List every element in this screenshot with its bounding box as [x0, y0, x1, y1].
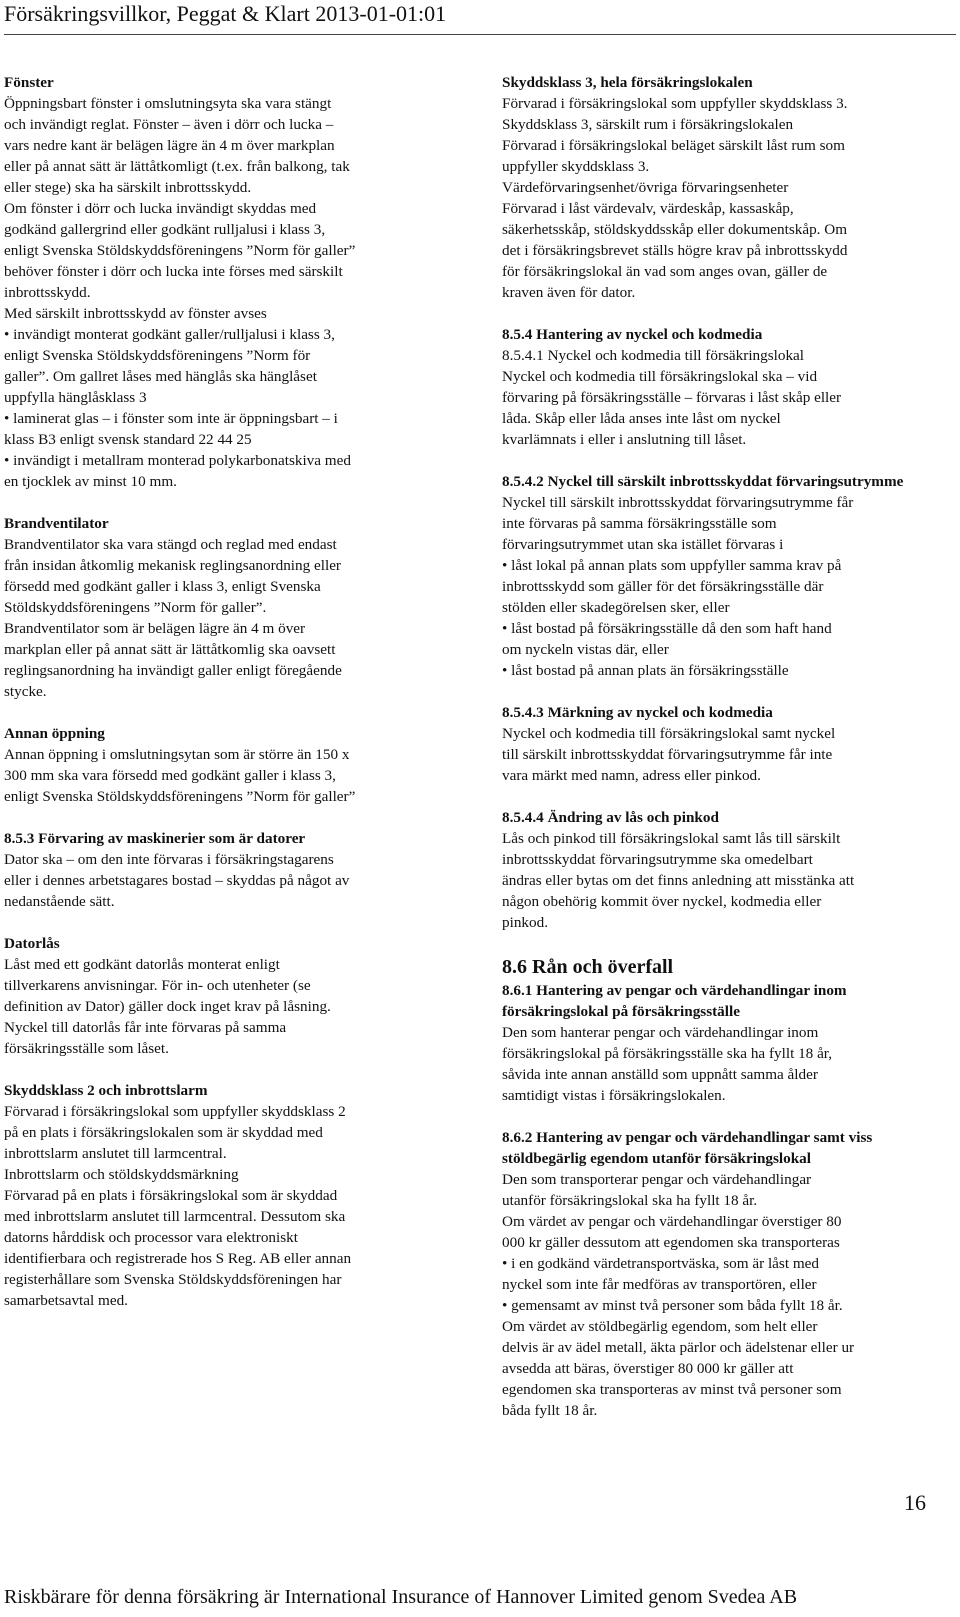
- body-line: markplan eller på annat sätt är lättåtkomlig ska oavsett: [4, 641, 336, 658]
- body-line: Den som transporterar pengar och värdehandlingar: [502, 1171, 812, 1188]
- body-line: inbrottsskyddat förvaringsutrymme ska omedelbart: [502, 851, 813, 868]
- body-line: på en plats i försäkringslokalen som är skyddad med: [4, 1124, 323, 1141]
- right-column: [502, 72, 932, 1442]
- body-line: Annan öppning i omslutningsytan som är större än 150 x: [4, 746, 350, 763]
- body-line: utanför försäkringslokal ska ha fyllt 18 år.: [502, 1192, 758, 1209]
- body-line: identifierbara och registrerade hos S Reg. AB eller annan: [4, 1250, 352, 1267]
- body-line: nedanstående sätt.: [4, 893, 115, 910]
- body-line: • invändigt i metallram monterad polykarbonatskiva med: [4, 452, 351, 469]
- body-line: avsedda att bäras, överstiger 80 000 kr gäller att: [502, 1360, 794, 1377]
- body-line: en tjocklek av minst 10 mm.: [4, 473, 177, 490]
- section-heading: 8.6.1 Hantering av pengar och värdehandlingar inom försäkringslokal på försäkringsställe: [502, 982, 847, 1020]
- body-line: stölden eller skadegörelsen sker, eller: [502, 599, 730, 616]
- section-heading: Datorlås: [4, 935, 60, 952]
- body-line: Nyckel och kodmedia till försäkringslokal samt nyckel: [502, 725, 836, 742]
- section-heading: 8.5.4 Hantering av nyckel och kodmedia: [502, 326, 763, 343]
- body-line: Stöldskyddsföreningens ”Norm för galler”.: [4, 599, 267, 616]
- body-line: Nyckel till särskilt inbrottsskyddat förvaringsutrymme får: [502, 494, 854, 511]
- document-section: [502, 807, 932, 933]
- body-line: inbrottsskydd som gäller för det försäkringsställe där: [502, 578, 824, 595]
- body-line: 8.5.4.1 Nyckel och kodmedia till försäkringslokal: [502, 347, 804, 364]
- body-line: • i en godkänd värdetransportväska, som är låst med: [502, 1255, 819, 1272]
- section-heading: Skyddsklass 2 och inbrottslarm: [4, 1082, 208, 1099]
- section-heading: Annan öppning: [4, 725, 105, 742]
- section-heading: 8.5.4.2 Nyckel till särskilt inbrottsskyddat förvaringsutrymme: [502, 473, 904, 490]
- left-column: [4, 72, 426, 1332]
- section-heading: 8.5.4.3 Märkning av nyckel och kodmedia: [502, 704, 773, 721]
- body-line: Inbrottslarm och stöldskyddsmärkning: [4, 1166, 239, 1183]
- body-line: kvarlämnats i eller i anslutning till låset.: [502, 431, 747, 448]
- body-line: låda. Skåp eller låda anses inte låst om nyckel: [502, 410, 781, 427]
- section-heading: Skyddsklass 3, hela försäkringslokalen: [502, 74, 753, 91]
- body-line: enligt Svenska Stöldskyddsföreningens ”Norm för galler”: [4, 242, 356, 259]
- body-line: behöver fönster i dörr och lucka inte förses med särskilt: [4, 263, 343, 280]
- body-line: • gemensamt av minst två personer som båda fyllt 18 år.: [502, 1297, 843, 1314]
- body-line: Brandventilator som är belägen lägre än 4 m över: [4, 620, 306, 637]
- body-line: förvaringsutrymmet utan ska istället förvaras i: [502, 536, 784, 553]
- body-line: eller i dennes arbetstagares bostad – skyddas på något av: [4, 872, 350, 889]
- running-header: Försäkringsvillkor, Peggat & Klart 2013-01-01:01: [4, 1, 447, 26]
- section-heading: Fönster: [4, 74, 54, 91]
- body-line: förvaring på försäkringsställe – förvaras i låst skåp eller: [502, 389, 842, 406]
- body-line: • låst lokal på annan plats som uppfyller samma krav på: [502, 557, 842, 574]
- body-line: 000 kr gäller dessutom att egendomen ska transporteras: [502, 1234, 840, 1251]
- body-line: inte förvaras på samma försäkringsställe som: [502, 515, 777, 532]
- body-line: vars nedre kant är belägen lägre än 4 m över markplan: [4, 137, 335, 154]
- body-line: Öppningsbart fönster i omslutningsyta ska vara stängt: [4, 95, 332, 112]
- body-line: Värdeförvaringsenhet/övriga förvaringsenheter: [502, 179, 789, 196]
- body-line: • låst bostad på försäkringsställe då den som haft hand: [502, 620, 832, 637]
- body-line: • laminerat glas – i fönster som inte är öppningsbart – i: [4, 410, 338, 427]
- body-line: stycke.: [4, 683, 47, 700]
- body-line: Förvarad i försäkringslokal som uppfyller skyddsklass 2: [4, 1103, 346, 1120]
- body-line: inbrottsskydd.: [4, 284, 91, 301]
- body-line: registerhållare som Svenska Stöldskyddsföreningen har: [4, 1271, 342, 1288]
- document-section: [4, 1080, 426, 1311]
- document-section: [502, 471, 932, 681]
- body-line: Förvarad i försäkringslokal som uppfyller skyddsklass 3.: [502, 95, 848, 112]
- body-line: någon obehörig kommit över nyckel, kodmedia eller: [502, 893, 822, 910]
- body-line: egendomen ska transporteras av minst två personer som: [502, 1381, 842, 1398]
- document-section: [4, 72, 426, 492]
- body-line: enligt Svenska Stöldskyddsföreningens ”Norm för: [4, 347, 311, 364]
- body-line: Skyddsklass 3, särskilt rum i försäkringslokalen: [502, 116, 794, 133]
- body-line: försedd med godkänt galler i klass 3, enligt Svenska: [4, 578, 321, 595]
- body-line: samtidigt vistas i försäkringslokalen.: [502, 1087, 726, 1104]
- body-line: Med särskilt inbrottsskydd av fönster avses: [4, 305, 267, 322]
- body-line: • låst bostad på annan plats än försäkringsställe: [502, 662, 789, 679]
- body-line: uppfylla hänglåsklass 3: [4, 389, 147, 406]
- body-line: Förvarad på en plats i försäkringslokal som är skyddad: [4, 1187, 338, 1204]
- body-line: Om värdet av pengar och värdehandlingar överstiger 80: [502, 1213, 842, 1230]
- body-line: datorns hårddisk och processor vara elektroniskt: [4, 1229, 298, 1246]
- body-line: definition av Dator) gäller dock inget krav på låsning.: [4, 998, 331, 1015]
- body-line: för försäkringslokal än vad som anges ovan, gäller de: [502, 263, 828, 280]
- page-number: 16: [904, 1490, 926, 1515]
- body-line: Om fönster i dörr och lucka invändigt skyddas med: [4, 200, 317, 217]
- document-section: [502, 324, 932, 450]
- chapter-heading: 8.6 Rån och överfall: [502, 956, 674, 978]
- body-line: inbrottslarm anslutet till larmcentral.: [4, 1145, 227, 1162]
- body-line: Nyckel och kodmedia till försäkringslokal ska – vid: [502, 368, 818, 385]
- body-line: från insidan åtkomlig mekanisk reglingsanordning eller: [4, 557, 341, 574]
- document-section: [502, 72, 932, 303]
- body-line: klass B3 enligt svensk standard 22 44 25: [4, 431, 252, 448]
- header-divider: [4, 34, 956, 35]
- body-line: nyckel som inte får medföras av transportören, eller: [502, 1276, 817, 1293]
- document-section: [502, 702, 932, 786]
- body-line: • invändigt monterat godkänt galler/rulljalusi i klass 3,: [4, 326, 335, 343]
- body-line: eller på annat sätt är lättåtkomligt (t.ex. från balkong, tak: [4, 158, 350, 175]
- body-line: Förvarad i försäkringslokal beläget särskilt låst rum som: [502, 137, 845, 154]
- body-line: Lås och pinkod till försäkringslokal samt lås till särskilt: [502, 830, 841, 847]
- document-section: [4, 933, 426, 1059]
- section-heading: 8.5.4.4 Ändring av lås och pinkod: [502, 809, 719, 826]
- body-line: Nyckel till datorlås får inte förvaras på samma: [4, 1019, 287, 1036]
- document-section: [502, 1127, 932, 1421]
- body-line: vara märkt med namn, adress eller pinkod.: [502, 767, 761, 784]
- document-section: [4, 828, 426, 912]
- body-line: uppfyller skyddsklass 3.: [502, 158, 650, 175]
- body-line: det i försäkringsbrevet ställs högre krav på inbrottsskydd: [502, 242, 848, 259]
- footer-text: Riskbärare för denna försäkring är International Insurance of Hannover Limited genom Svedea AB: [4, 1586, 798, 1608]
- body-line: Den som hanterar pengar och värdehandlingar inom: [502, 1024, 819, 1041]
- body-line: Om värdet av stöldbegärlig egendom, som helt eller: [502, 1318, 818, 1335]
- body-line: försäkringsställe som låset.: [4, 1040, 169, 1057]
- document-section: [4, 513, 426, 702]
- body-line: båda fyllt 18 år.: [502, 1402, 598, 1419]
- body-line: och invändigt reglat. Fönster – även i dörr och lucka –: [4, 116, 334, 133]
- section-heading: 8.6.2 Hantering av pengar och värdehandlingar samt viss stöldbegärlig egendom utanför försäkringslokal: [502, 1129, 873, 1167]
- body-line: kraven även för dator.: [502, 284, 636, 301]
- body-line: försäkringslokal på försäkringsställe ska ha fyllt 18 år,: [502, 1045, 833, 1062]
- body-line: eller stege) ska ha särskilt inbrottsskydd.: [4, 179, 252, 196]
- body-line: reglingsanordning ha invändigt galler enligt föregående: [4, 662, 342, 679]
- body-line: säkerhetsskåp, stöldskyddsskåp eller dokumentskåp. Om: [502, 221, 848, 238]
- body-line: med inbrottslarm anslutet till larmcentral. Dessutom ska: [4, 1208, 346, 1225]
- body-line: enligt Svenska Stöldskyddsföreningens ”Norm för galler”: [4, 788, 356, 805]
- document-section: [4, 723, 426, 807]
- body-line: Låst med ett godkänt datorlås monterat enligt: [4, 956, 280, 973]
- body-line: ändras eller bytas om det finns anledning att misstänka att: [502, 872, 855, 889]
- body-line: såvida inte annan anställd som uppnått samma ålder: [502, 1066, 818, 1083]
- body-line: om nyckeln vistas där, eller: [502, 641, 669, 658]
- section-heading: 8.5.3 Förvaring av maskinerier som är datorer: [4, 830, 306, 847]
- body-line: till särskilt inbrottsskyddat förvaringsutrymme får inte: [502, 746, 833, 763]
- body-line: samarbetsavtal med.: [4, 1292, 128, 1309]
- body-line: 300 mm ska vara försedd med godkänt galler i klass 3,: [4, 767, 336, 784]
- body-line: godkänd gallergrind eller godkänt rulljalusi i klass 3,: [4, 221, 326, 238]
- section-heading: Brandventilator: [4, 515, 109, 532]
- body-line: Brandventilator ska vara stängd och reglad med endast: [4, 536, 337, 553]
- body-line: tillverkarens anvisningar. För in- och utenheter (se: [4, 977, 311, 994]
- body-line: Dator ska – om den inte förvaras i försäkringstagarens: [4, 851, 334, 868]
- document-section: [502, 980, 932, 1106]
- body-line: Förvarad i låst värdevalv, värdeskåp, kassaskåp,: [502, 200, 794, 217]
- body-line: galler”. Om gallret låses med hänglås ska hänglåset: [4, 368, 317, 385]
- body-line: pinkod.: [502, 914, 548, 931]
- body-line: delvis är av ädel metall, äkta pärlor och ädelstenar eller ur: [502, 1339, 855, 1356]
